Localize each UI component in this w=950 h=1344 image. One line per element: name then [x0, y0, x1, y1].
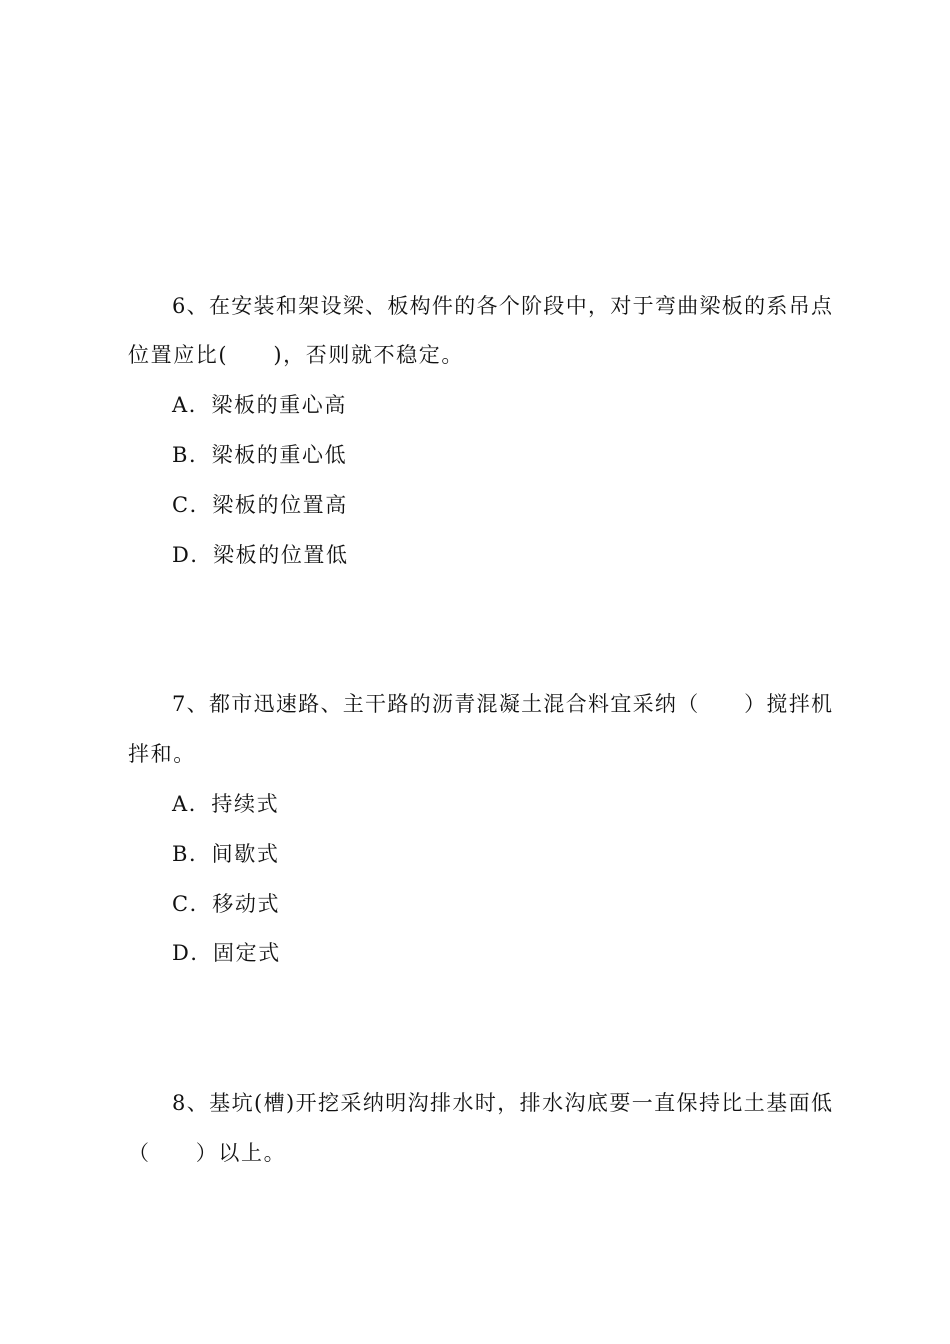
- question-7-option-c: C．移动式: [172, 892, 281, 916]
- question-6-option-c: C．梁板的位置高: [172, 493, 348, 517]
- question-6-option-d: D．梁板的位置低: [172, 543, 349, 567]
- question-6-stem-line-2: 位置应比( )，否则就不稳定。: [128, 343, 464, 367]
- question-7-option-d: D．固定式: [172, 941, 281, 965]
- question-8-stem-line-1: 8、基坑(槽)开挖采纳明沟排水时，排水沟底要一直保持比土基面低: [172, 1091, 832, 1115]
- question-7-option-b: B．间歇式: [172, 842, 280, 866]
- question-6-stem-line-1: 6、在安装和架设梁、板构件的各个阶段中，对于弯曲梁板的系吊点: [172, 294, 832, 318]
- question-7-option-a: A．持续式: [172, 792, 280, 816]
- question-6-option-a: A．梁板的重心高: [172, 393, 347, 417]
- question-8-stem-line-2: （ ）以上。: [128, 1141, 287, 1165]
- question-7-stem-line-1: 7、都市迅速路、主干路的沥青混凝土混合料宜采纳（ ）搅拌机: [172, 692, 832, 716]
- question-7-stem-line-2: 拌和。: [128, 742, 196, 766]
- question-6-option-b: B．梁板的重心低: [172, 443, 348, 467]
